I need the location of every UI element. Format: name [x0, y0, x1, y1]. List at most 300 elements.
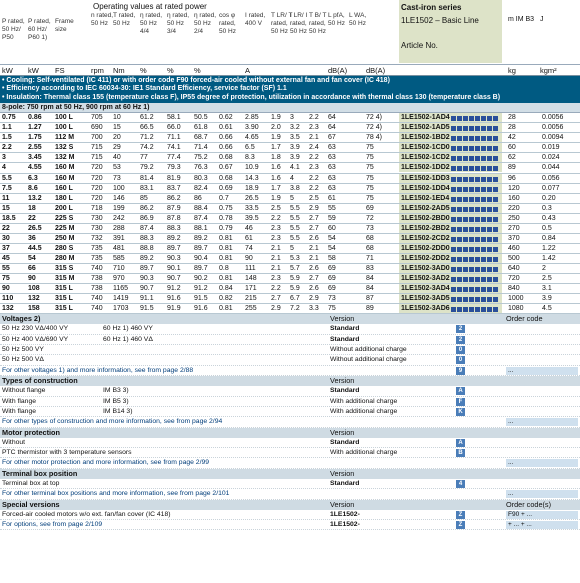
- option-version: 1LE1502-: [330, 521, 360, 529]
- section-header: [0, 376, 580, 386]
- table-cell: 74.2: [140, 144, 154, 152]
- inertia-cell: 0.056: [542, 174, 560, 182]
- table-cell: 91.9: [167, 305, 181, 313]
- table-cell: 5.5: [2, 174, 12, 182]
- section-order-label: Order code: [506, 314, 543, 324]
- option-detail: IM B14 3): [103, 407, 133, 415]
- inertia-cell: 0.0056: [542, 124, 564, 132]
- table-cell: 89.2: [140, 254, 154, 262]
- table-cell: 26.5: [28, 224, 42, 232]
- option-label: Terminal box at top: [2, 479, 60, 487]
- option-label: PTC thermistor with 3 temperature sensors: [2, 449, 132, 457]
- table-cell: 585: [113, 254, 125, 262]
- table-cell: 26.5: [245, 194, 259, 202]
- table-cell: 705: [91, 114, 103, 122]
- unit-label: dB(A): [328, 66, 348, 75]
- table-cell: 3.2: [290, 124, 300, 132]
- table-cell: 36: [28, 234, 36, 242]
- table-cell: 83: [366, 264, 374, 272]
- inertia-cell: 0.3: [542, 204, 552, 212]
- table-cell: 71.4: [194, 144, 208, 152]
- table-cell: 80.3: [194, 174, 208, 182]
- table-cell: 55: [2, 264, 10, 272]
- table-cell: 2.3: [271, 234, 281, 242]
- option-label: With flange: [2, 397, 37, 405]
- unit-label: kg: [508, 66, 516, 75]
- table-cell: 2.0: [271, 124, 281, 132]
- unit-label: Nm: [113, 66, 125, 75]
- table-cell: 0.8: [219, 264, 229, 272]
- inertia-cell: 0.43: [542, 214, 556, 222]
- section-title: Types of construction: [2, 376, 78, 386]
- table-cell: 0.69: [219, 184, 233, 192]
- table-cell: 2.7: [309, 214, 319, 222]
- section-order-label: Order code(s): [506, 499, 552, 509]
- series-title: Cast-iron series: [401, 3, 462, 12]
- table-cell: 132 M: [55, 154, 75, 162]
- table-cell: 69: [366, 204, 374, 212]
- table-cell: 75.2: [194, 154, 208, 162]
- table-cell: 160 M: [55, 174, 75, 182]
- inertia-cell: 1.22: [542, 244, 556, 252]
- table-cell: 61: [245, 234, 253, 242]
- option-version: With additional charge: [330, 407, 398, 415]
- table-cell: 2.5: [271, 204, 281, 212]
- option-label: Without flange: [2, 387, 46, 395]
- table-cell: 730: [91, 214, 103, 222]
- table-cell: 2.2: [309, 184, 319, 192]
- table-cell: 0.82: [219, 295, 233, 303]
- code-letter: Z: [456, 521, 465, 529]
- table-cell: 7.2: [290, 305, 300, 313]
- table-cell: 71: [366, 254, 374, 262]
- option-row: [0, 479, 580, 489]
- table-cell: 73: [328, 295, 336, 303]
- table-row: [0, 194, 580, 204]
- option-version: 1LE1502-: [330, 510, 360, 518]
- table-cell: 715: [91, 144, 103, 152]
- table-cell: 160 L: [55, 184, 73, 192]
- table-cell: 315 L: [55, 285, 73, 293]
- table-cell: 740: [91, 305, 103, 313]
- table-cell: 18: [28, 204, 36, 212]
- article-number: 1LE1502-2CD2: [401, 234, 450, 242]
- table-cell: 37: [2, 244, 10, 252]
- table-row: [0, 224, 580, 234]
- article-number: 1LE1502-1DD3: [401, 174, 450, 182]
- page-reference-link[interactable]: For options, see from page 2/109: [2, 521, 103, 529]
- table-cell: 280 S: [55, 244, 74, 252]
- inertia-cell: 0.84: [542, 234, 556, 242]
- option-detail: 60 Hz 1) 460 VΔ: [103, 335, 153, 343]
- table-cell: 0.68: [219, 174, 233, 182]
- table-cell: 88.3: [140, 234, 154, 242]
- table-cell: 71.2: [140, 134, 154, 142]
- inertia-cell: 3.9: [542, 295, 552, 303]
- table-cell: 59: [328, 214, 336, 222]
- series-subtitle: 1LE1502 – Basic Line: [401, 16, 479, 25]
- table-cell: 90.3: [140, 274, 154, 282]
- table-cell: 720: [91, 184, 103, 192]
- table-cell: 2.3: [271, 274, 281, 282]
- table-cell: 0.61: [219, 124, 233, 132]
- table-cell: 90: [2, 285, 10, 293]
- weight-cell: 460: [508, 244, 520, 252]
- weight-cell: 89: [508, 164, 516, 172]
- table-cell: 18.5: [2, 214, 16, 222]
- table-cell: 0.81: [219, 244, 233, 252]
- table-cell: 82.4: [194, 184, 208, 192]
- option-label: Without: [2, 438, 26, 446]
- table-cell: 90.7: [167, 274, 181, 282]
- weight-cell: 28: [508, 124, 516, 132]
- table-cell: 89.2: [167, 234, 181, 242]
- code-letter: A: [456, 387, 465, 395]
- option-row: [0, 510, 580, 520]
- table-cell: 29: [113, 144, 121, 152]
- table-cell: 75: [366, 164, 374, 172]
- inertia-cell: 0.019: [542, 144, 560, 152]
- table-row: [0, 234, 580, 244]
- order-code-text: F90 + ...: [508, 510, 533, 518]
- column-header-t: T rated, 50 Hz: [113, 12, 136, 27]
- table-cell: 91.6: [194, 305, 208, 313]
- table-cell: 74.1: [167, 144, 181, 152]
- table-cell: 61.8: [194, 124, 208, 132]
- table-cell: 75: [366, 194, 374, 202]
- table-cell: 171: [245, 285, 257, 293]
- weight-cell: 28: [508, 114, 516, 122]
- inertia-cell: 0.5: [542, 224, 552, 232]
- table-cell: 58.1: [167, 114, 181, 122]
- option-section: [0, 500, 580, 531]
- table-cell: 160 M: [55, 164, 75, 172]
- column-header-lwa: L WA, 50 Hz: [349, 12, 367, 27]
- code-letter: F: [456, 398, 465, 406]
- table-cell: 2.2: [309, 114, 319, 122]
- table-cell: 87.9: [167, 204, 181, 212]
- table-cell: 55: [328, 204, 336, 212]
- code-letter: 9: [456, 367, 465, 375]
- table-cell: 74: [245, 244, 253, 252]
- table-cell: 720: [91, 174, 103, 182]
- inertia-cell: 2: [542, 264, 546, 272]
- article-number: 1LE1502-2BD0: [401, 214, 450, 222]
- table-cell: 2.7: [271, 295, 281, 303]
- table-cell: 91.6: [167, 295, 181, 303]
- table-cell: 89.7: [194, 264, 208, 272]
- note-line: • Insulation: Thermal class 155 (temperature class F), IP55 degree of protection, utilization in accordance with thermal class 130 (temperature class B): [2, 93, 501, 101]
- option-section: [0, 376, 580, 428]
- table-row: [0, 294, 580, 304]
- table-cell: 2.1: [309, 254, 319, 262]
- table-cell: 1.5: [2, 134, 12, 142]
- table-cell: 2.7: [309, 224, 319, 232]
- table-cell: 3.90: [245, 124, 259, 132]
- table-cell: 87.4: [194, 214, 208, 222]
- table-cell: 0.79: [219, 224, 233, 232]
- table-cell: 76.3: [194, 164, 208, 172]
- weight-cell: 840: [508, 285, 520, 293]
- order-code-text: ...: [508, 459, 514, 467]
- table-cell: 68: [366, 234, 374, 242]
- table-cell: 88.1: [194, 224, 208, 232]
- table-cell: 3.9: [290, 154, 300, 162]
- unit-label: dB(A): [366, 66, 386, 75]
- inertia-cell: 0.077: [542, 184, 560, 192]
- table-cell: 315 M: [55, 274, 75, 282]
- table-cell: 0.75: [2, 114, 16, 122]
- table-cell: 132: [2, 305, 14, 313]
- table-cell: 75: [328, 305, 336, 313]
- inertia-cell: 1.42: [542, 254, 556, 262]
- option-version: Standard: [330, 438, 360, 446]
- table-cell: 88.4: [194, 204, 208, 212]
- table-cell: 0.66: [219, 134, 233, 142]
- article-number: 1LE1502-3AD5: [401, 295, 450, 303]
- table-cell: 86.9: [140, 214, 154, 222]
- table-cell: 225 S: [55, 214, 74, 222]
- table-cell: 83.7: [167, 184, 181, 192]
- option-row: [0, 438, 580, 448]
- option-detail: 60 Hz 1) 460 VY: [103, 325, 153, 333]
- table-cell: 5.9: [290, 285, 300, 293]
- table-cell: 66.5: [140, 124, 154, 132]
- weight-cell: 220: [508, 204, 520, 212]
- table-cell: 90: [245, 254, 253, 262]
- code-letter: A: [456, 439, 465, 447]
- option-version: Standard: [330, 479, 360, 487]
- inertia-cell: 3.1: [542, 285, 552, 293]
- option-label: With flange: [2, 407, 37, 415]
- option-version: Standard: [330, 387, 360, 395]
- table-cell: 5.9: [290, 274, 300, 282]
- inertia-column-header: J: [540, 16, 544, 23]
- table-cell: 0.78: [219, 214, 233, 222]
- table-cell: 0.84: [219, 285, 233, 293]
- table-cell: 148: [245, 274, 257, 282]
- table-cell: 2.7: [309, 274, 319, 282]
- weight-cell: 60: [508, 144, 516, 152]
- table-cell: 84: [366, 274, 374, 282]
- table-cell: 280 M: [55, 254, 75, 262]
- option-detail: IM B3 3): [103, 387, 129, 395]
- option-detail: IM B5 3): [103, 397, 129, 405]
- table-cell: 0.67: [219, 164, 233, 172]
- table-cell: 315 L: [55, 305, 73, 313]
- table-cell: 0.68: [219, 154, 233, 162]
- code-letter: 0: [456, 356, 465, 364]
- weight-column-header: m IM B3: [508, 16, 535, 23]
- weight-cell: 120: [508, 184, 520, 192]
- article-number: 1LE1502-1DD2: [401, 164, 450, 172]
- weight-cell: 640: [508, 264, 520, 272]
- inertia-cell: 4.5: [542, 305, 552, 313]
- table-cell: 0.81: [219, 234, 233, 242]
- table-cell: 5.5: [290, 214, 300, 222]
- code-letter: B: [456, 449, 465, 457]
- table-cell: 215: [245, 295, 257, 303]
- table-row: [0, 254, 580, 264]
- table-cell: 86.2: [167, 194, 181, 202]
- table-cell: 86: [194, 194, 202, 202]
- column-header-ili: I LR/ I rated, 50 Hz: [290, 12, 308, 35]
- table-cell: 67: [328, 134, 336, 142]
- weight-cell: 370: [508, 234, 520, 242]
- table-cell: 0.7: [219, 194, 229, 202]
- option-label: 50 Hz 500 VY: [2, 345, 44, 353]
- section-header: [0, 428, 580, 438]
- table-cell: 1.27: [28, 124, 42, 132]
- table-cell: 970: [113, 274, 125, 282]
- code-letter: 2: [456, 336, 465, 344]
- article-number: 1LE1502-1AD5: [401, 124, 450, 132]
- table-row: [0, 264, 580, 274]
- table-row: [0, 284, 580, 294]
- column-header-e34: η rated, 50 Hz 3/4: [167, 12, 190, 35]
- table-row: [0, 304, 580, 314]
- page-reference-link[interactable]: For other motor protection and more information, see from page 2/99: [2, 459, 210, 467]
- section-title: Terminal box position: [2, 468, 78, 478]
- table-cell: 61: [328, 194, 336, 202]
- order-code-box: [506, 490, 578, 498]
- table-cell: 1.8: [271, 154, 281, 162]
- column-header-n: n rated, 50 Hz: [91, 12, 114, 27]
- table-cell: 100 L: [55, 124, 73, 132]
- note-line: • Efficiency according to IEC 60034-30: IE1 Standard Efficiency, service factor (SF) 1.1: [2, 85, 287, 93]
- table-cell: 89.7: [167, 244, 181, 252]
- table-cell: 85: [140, 194, 148, 202]
- table-row: [0, 184, 580, 194]
- unit-label: kgm²: [540, 66, 557, 75]
- table-cell: 18.9: [245, 184, 259, 192]
- section-version-label: Version: [330, 314, 355, 324]
- table-cell: 88.3: [167, 224, 181, 232]
- table-cell: 1.7: [271, 144, 281, 152]
- table-cell: 63: [328, 144, 336, 152]
- inertia-cell: 0.0094: [542, 134, 564, 142]
- table-cell: 75: [366, 144, 374, 152]
- table-cell: 3.5: [290, 134, 300, 142]
- table-cell: 90.4: [194, 254, 208, 262]
- table-cell: 740: [91, 295, 103, 303]
- table-cell: 22: [2, 224, 10, 232]
- page-reference-link[interactable]: For other voltages 1) and more information, see from page 2/88: [2, 366, 194, 374]
- option-version: With additional charge: [330, 397, 398, 405]
- inertia-cell: 0.0056: [542, 114, 564, 122]
- table-cell: 250 M: [55, 234, 75, 242]
- table-cell: 1.1: [2, 124, 12, 132]
- table-cell: 6.5: [245, 144, 255, 152]
- table-cell: 68.7: [194, 134, 208, 142]
- table-cell: 88.8: [140, 244, 154, 252]
- page-reference-link[interactable]: For other terminal box positions and more information, see from page 2/101: [2, 490, 230, 498]
- table-cell: 79.2: [140, 164, 154, 172]
- section-header: [0, 314, 580, 324]
- column-header-e24: η rated, 50 Hz 2/4: [194, 12, 217, 35]
- table-cell: 75: [366, 174, 374, 182]
- table-cell: 63: [328, 164, 336, 172]
- table-cell: 1.75: [28, 134, 42, 142]
- table-cell: 0.86: [28, 114, 42, 122]
- table-cell: 58: [328, 254, 336, 262]
- unit-label: kW: [2, 66, 13, 75]
- table-cell: 738: [91, 285, 103, 293]
- table-row: [0, 174, 580, 184]
- table-cell: 108: [28, 285, 40, 293]
- table-cell: 5.5: [290, 234, 300, 242]
- table-cell: 91.1: [140, 295, 154, 303]
- unit-label: FS: [55, 66, 65, 75]
- motor-table-body: [0, 113, 580, 314]
- table-cell: 0.75: [219, 204, 233, 212]
- table-cell: 13.2: [28, 194, 42, 202]
- table-cell: 46: [245, 224, 253, 232]
- section-header: [0, 500, 580, 510]
- code-letter: 0: [456, 346, 465, 354]
- section-version-label: Version: [330, 427, 355, 437]
- table-cell: 11: [2, 194, 10, 202]
- table-cell: 69: [328, 285, 336, 293]
- table-cell: 2.9: [309, 204, 319, 212]
- option-row: [0, 386, 580, 396]
- table-cell: 91.2: [194, 285, 208, 293]
- option-row: [0, 407, 580, 417]
- option-label: 50 Hz 230 VΔ/400 VY: [2, 325, 69, 333]
- table-cell: 0.81: [219, 274, 233, 282]
- table-cell: 2.5: [309, 194, 319, 202]
- table-cell: 5.3: [290, 254, 300, 262]
- table-cell: 87: [366, 295, 374, 303]
- table-cell: 8.6: [28, 184, 38, 192]
- table-cell: 66: [28, 264, 36, 272]
- option-version: Without additional charge: [330, 345, 407, 353]
- article-no-label: Article No.: [401, 41, 438, 50]
- table-cell: 3.3: [309, 305, 319, 313]
- order-code-box: [506, 367, 578, 375]
- table-cell: 90.1: [167, 264, 181, 272]
- table-cell: 2.3: [309, 164, 319, 172]
- table-cell: 2.85: [245, 114, 259, 122]
- table-row: [0, 133, 580, 143]
- table-cell: 2.2: [271, 214, 281, 222]
- table-cell: 89.2: [194, 234, 208, 242]
- option-row: [0, 335, 580, 345]
- unit-label: %: [140, 66, 147, 75]
- table-cell: 2.2: [309, 154, 319, 162]
- table-cell: 7.5: [2, 184, 12, 192]
- inertia-cell: 0.044: [542, 164, 560, 172]
- table-cell: 0.66: [219, 144, 233, 152]
- table-cell: 75: [366, 154, 374, 162]
- table-cell: 39.5: [245, 214, 259, 222]
- table-cell: 2.4: [309, 144, 319, 152]
- table-cell: 0.62: [219, 114, 233, 122]
- option-row: [0, 366, 580, 376]
- table-cell: 732: [91, 234, 103, 242]
- table-cell: 3.45: [28, 154, 42, 162]
- unit-label: rpm: [91, 66, 104, 75]
- table-row: [0, 214, 580, 224]
- article-number: 1LE1502-2AD5: [401, 204, 450, 212]
- table-cell: 1.6: [271, 174, 281, 182]
- option-section: [0, 314, 580, 376]
- table-cell: 4.1: [290, 164, 300, 172]
- page-reference-link[interactable]: For other types of construction and more information, see from page 2/94: [2, 418, 223, 426]
- table-cell: 1419: [113, 295, 129, 303]
- table-cell: 63: [328, 184, 336, 192]
- option-section: [0, 428, 580, 469]
